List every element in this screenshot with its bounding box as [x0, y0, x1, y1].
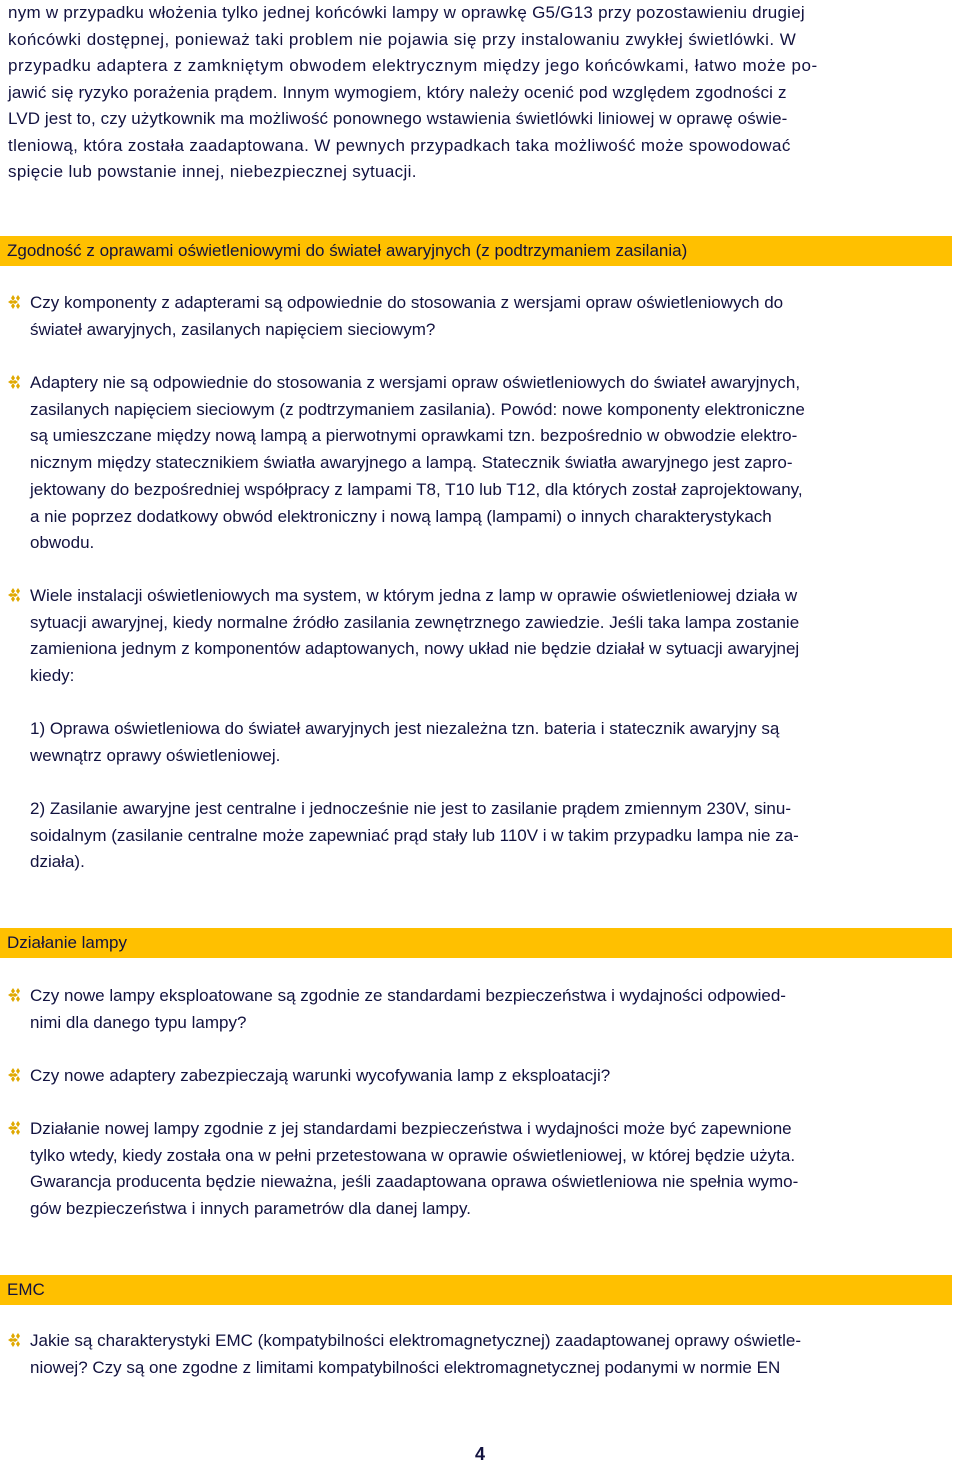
list-item-text: sytuacji awaryjnej, kiedy normalne źródło zasilania zewnętrznego zawiedzie. Jeśli taka lampa zostanie: [30, 612, 800, 632]
list-item-text: Czy nowe adaptery zabezpieczają warunki wycofywania lamp z eksploatacji?: [30, 1066, 611, 1085]
list-item-text: Wiele instalacji oświetleniowych ma system, w którym jedna z lamp w oprawie oświetleniowej działa w: [30, 586, 798, 605]
list-item: [8, 370, 953, 557]
list-item: [8, 1063, 953, 1090]
text-line: LVD jest to, czy użytkownik ma możliwość ponownego wstawienia świetlówki liniowej w oprawę oświe-: [8, 109, 788, 128]
list-item: [8, 1328, 953, 1381]
list-item-text: tylko wtedy, kiedy została ona w pełni przetestowana w oprawie oświetleniowej, w której będzie użyta.: [30, 1145, 796, 1165]
list-item-text: Jakie są charakterystyki EMC (kompatybilności elektromagnetycznej) zaadaptowanej oprawy oświetle-: [30, 1331, 801, 1350]
list-item: [8, 1116, 953, 1223]
text-line: tleniową, która została zaadaptowana. W pewnych przypadkach taka możliwość może spowodować: [8, 135, 791, 155]
list-item-text: jektowany do bezpośredniej współpracy z lampami T8, T10 lub T12, dla których został zaprojektowany,: [30, 479, 803, 499]
intro-paragraph: [8, 0, 953, 186]
list-item-text: nimi dla danego typu lampy?: [30, 1012, 247, 1032]
section-heading-emc: EMC: [0, 1275, 952, 1305]
list-item: [8, 290, 953, 343]
list-item-text: Czy komponenty z adapterami są odpowiednie do stosowania z wersjami opraw oświetleniowych do: [30, 293, 784, 312]
diamond-bullet-icon: [8, 375, 28, 389]
section-heading-lamp-operation: Działanie lampy: [0, 928, 952, 958]
section-heading-emergency-lighting: Zgodność z oprawami oświetleniowymi do świateł awaryjnych (z podtrzymaniem zasilania): [0, 236, 952, 266]
diamond-bullet-icon: [8, 295, 28, 309]
numbered-item-text: wewnątrz oprawy oświetleniowej.: [30, 745, 281, 765]
list-item: [8, 583, 953, 690]
numbered-item-text: 1) Oprawa oświetleniowa do świateł awaryjnych jest niezależna tzn. bateria i statecznik awaryjny są: [30, 719, 780, 738]
diamond-bullet-icon: [8, 988, 28, 1002]
numbered-item: [30, 796, 955, 876]
numbered-item-text: działa).: [30, 852, 85, 872]
list-item-text: obwodu.: [30, 533, 95, 553]
list-item-text: zamieniona jednym z komponentów adaptowanych, nowy układ nie będzie działał w sytuacji awaryjnej: [30, 639, 800, 659]
numbered-item-text: 2) Zasilanie awaryjne jest centralne i jednocześnie nie jest to zasilanie prądem zmiennym 230V, sinu-: [30, 799, 791, 818]
list-item-text: Czy nowe lampy eksploatowane są zgodnie ze standardami bezpieczeństwa i wydajności odpowied-: [30, 986, 786, 1005]
list-item-text: nicznym między statecznikiem światła awaryjnego a lampą. Statecznik światła awaryjnego jest zapro-: [30, 453, 793, 473]
text-line: końcówki dostępnej, ponieważ taki problem nie pojawia się przy instalowaniu zwykłej świetlówki. W: [8, 29, 797, 49]
list-item-text: Adaptery nie są odpowiednie do stosowania z wersjami opraw oświetleniowych do świateł awaryjnych,: [30, 373, 801, 392]
list-item-text: niowej? Czy są one zgodne z limitami kompatybilności elektromagnetycznej podanymi w normie EN: [30, 1357, 781, 1377]
numbered-item-text: soidalnym (zasilanie centralne może zapewniać prąd stały lub 110V i w takim przypadku lampa nie za-: [30, 825, 799, 845]
list-item-text: są umieszczane między nową lampą a pierwotnymi oprawkami tzn. bezpośrednio w obwodzie elektro-: [30, 426, 798, 446]
diamond-bullet-icon: [8, 1121, 28, 1135]
list-item-text: zasilanych napięciem sieciowym (z podtrzymaniem zasilania). Powód: nowe komponenty elektroniczne: [30, 399, 805, 419]
list-item: [8, 983, 953, 1036]
text-line: spięcie lub powstanie innej, niebezpiecznej sytuacji.: [8, 162, 417, 181]
list-item-text: a nie poprzez dodatkowy obwód elektroniczny i nową lampą (lampami) o innych charakterystykach: [30, 506, 772, 526]
diamond-bullet-icon: [8, 1333, 28, 1347]
text-line: jawić się ryzyko porażenia prądem. Innym wymogiem, który należy ocenić pod względem zgodności z: [8, 82, 787, 102]
diamond-bullet-icon: [8, 588, 28, 602]
page-number: 4: [474, 1444, 485, 1464]
list-item-text: Działanie nowej lampy zgodnie z jej standardami bezpieczeństwa i wydajności może być zapewnione: [30, 1119, 792, 1138]
text-line: przypadku adaptera z zamkniętym obwodem elektrycznym między jego końcówkami, łatwo może po-: [8, 56, 818, 75]
diamond-bullet-icon: [8, 1068, 28, 1082]
list-item-text: gów bezpieczeństwa i innych parametrów dla danej lampy.: [30, 1199, 471, 1219]
numbered-item: [30, 716, 955, 769]
list-item-text: świateł awaryjnych, zasilanych napięciem sieciowym?: [30, 319, 436, 339]
list-item-text: Gwarancja producenta będzie nieważna, jeśli zaadaptowana oprawa oświetleniowa nie spełnia wymo-: [30, 1172, 799, 1192]
list-item-text: kiedy:: [30, 666, 75, 686]
text-line: nym w przypadku włożenia tylko jednej końcówki lampy w oprawkę G5/G13 przy pozostawieniu drugiej: [8, 3, 805, 22]
